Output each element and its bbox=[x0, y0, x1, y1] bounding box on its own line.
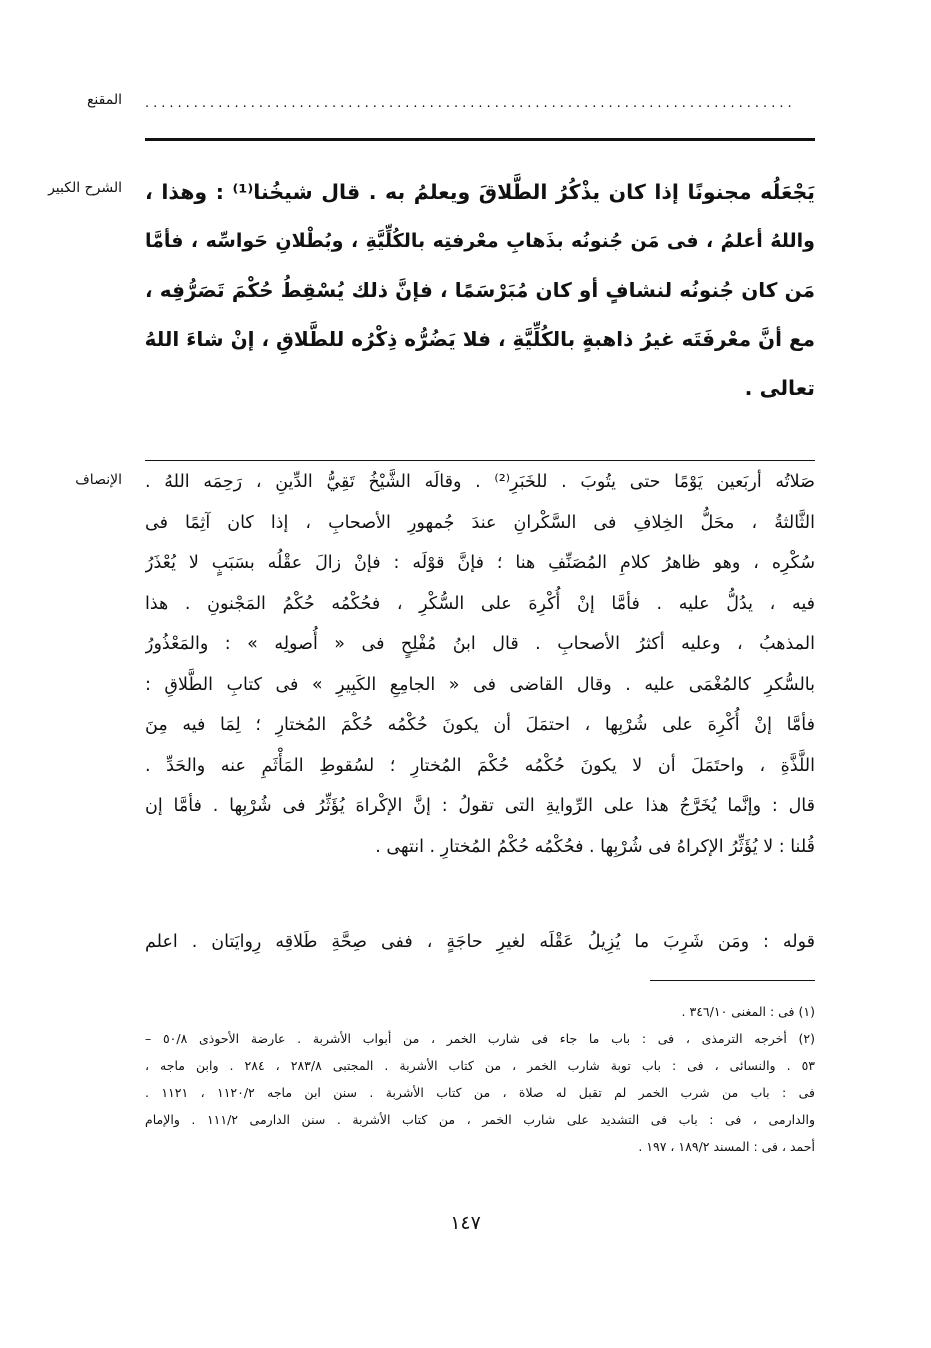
text-line: المذهبُ ، وعليه أكثرُ الأصحابِ . قال ابنُ مُفْلِحٍ فى « أُصولِه » : والمَعْذُورُ bbox=[145, 634, 815, 654]
sharh-text bbox=[145, 168, 815, 413]
book-title-label: المقنع bbox=[86, 92, 122, 108]
text-line: فيه ، يدُلُّ عليه . فأمَّا إنْ أُكْرِهَ على السُّكْرِ ، فحُكْمُه حُكْمُ المَجْنونِ . هذا bbox=[145, 593, 815, 614]
section-divider bbox=[145, 460, 815, 461]
text-line: مَن كان جُنونُه لنشافٍ أو كان مُبَرْسَمًا ، فإنَّ ذلك يُسْقِطُ حُكْمَ تَصَرُّفِه ، bbox=[145, 278, 815, 302]
footnotes bbox=[145, 998, 815, 1160]
footnote-line: أحمد ، فى : المسند ١٨٩/٢ ، ١٩٧ . bbox=[638, 1139, 815, 1154]
text-line: تعالى . bbox=[744, 376, 815, 400]
footnote-divider bbox=[650, 980, 815, 981]
header-dotted-separator: ................................................................................ bbox=[145, 97, 796, 111]
text-line: يَجْعَلُه مجنونًا إذا كان يذْكُرُ الطَّلاقَ ويعلمُ به . قال شيخُنا⁽¹⁾ : وهذا ، bbox=[145, 180, 815, 204]
text-line: فأمَّا إنْ أُكْرِهَ على شُرْبِها ، احتمَلَ أن يكونَ حُكْمُه حُكْمَ المُختارِ ؛ لِمَا فيه مِنَ bbox=[145, 715, 815, 735]
insaf-section-label: الإنصاف bbox=[75, 472, 122, 488]
footnote-line: (١) فى : المغنى ٣٤٦/١٠ . bbox=[681, 1004, 815, 1019]
footnote-line: (٢) أخرجه الترمذى ، فى : باب ما جاء فى شارب الخمر ، من أبواب الأشربة . عارضة الأحوذى ٥٠/٨ – bbox=[145, 1031, 815, 1046]
page-number: ١٤٧ bbox=[450, 1212, 481, 1234]
footnote-line: والدارمى ، فى : باب فى التشديد على شارب الخمر ، من كتاب الأشربة . سنن الدارمى ١١١/٢ . والإمام bbox=[145, 1112, 815, 1127]
text-line: واللهُ أعلمُ ، فى مَن جُنونُه بذَهابِ معْرفتِه بالكُلِّيَّةِ ، وبُطْلانِ حَواسِّه ، فأمَّا bbox=[145, 230, 815, 252]
text-line: قُلنا : لا يُؤَثِّرُ الإكراهُ فى شُرْبِها . فحُكْمُه حُكْمُ المُختارِ . انتهى . bbox=[375, 836, 815, 857]
insaf-text bbox=[145, 462, 815, 867]
text-line: قوله : ومَن شَرِبَ ما يُزِيلُ عَقْلَه لغيرِ حاجَةٍ ، ففى صِحَّةِ طَلاقِه رِوايَتان . اعلم bbox=[145, 932, 815, 952]
footnote-line: فى : باب من شرب الخمر لم تقبل له صلاة ، من كتاب الأشربة . سنن ابن ماجه ١١٢٠/٢ ، ١١٢١ . bbox=[145, 1085, 815, 1100]
text-line: اللَّذَّةِ ، واحتَمَلَ أن لا يكونَ حُكْمُه حُكْمَ المُختارِ ؛ لسُقوطِ المَأْثَمِ عنه والحَدِّ . bbox=[145, 755, 815, 776]
text-line: سُكْرِه ، وهو ظاهرُ كلامِ المُصَنِّفِ هنا ؛ فإنَّ قوْلَه : فإنْ زالَ عقْلُه بسَبَبٍ لا يُعْذَرُ bbox=[145, 553, 815, 573]
text-line: قال : وإنَّما يُخَرَّجُ هذا على الرِّوايةِ التى تقولُ : إنَّ الإكْراهَ يُؤَثِّرُ فى شُرْبِها . فأمَّا إن bbox=[145, 796, 815, 816]
footnote-line: ٥٣ . والنسائى ، فى : باب توبة شارب الخمر ، من كتاب الأشربة . المجتبى ٢٨٣/٨ ، ٢٨٤ . وابن ماجه ، bbox=[145, 1058, 815, 1073]
header-rule bbox=[145, 138, 815, 141]
sharh-section-label: الشرح الكبير bbox=[48, 180, 122, 196]
qawluhu-paragraph bbox=[145, 922, 815, 962]
text-line: بالسُّكرِ كالمُغْمَى عليه . وقال القاضى فى « الجامِعِ الكَبِيرِ » فى كتابِ الطَّلاقِ : bbox=[145, 674, 815, 695]
text-line: مع أنَّ معْرفَتَه غيرُ ذاهبةٍ بالكُلِّيَّةِ ، فلا يَضُرُّه ذِكْرُه للطَّلاقِ ، إنْ شاءَ اللهُ bbox=[145, 327, 815, 351]
text-line: الثَّالثةُ ، محَلُّ الخِلافِ فى السَّكْرانِ عندَ جُمهورِ الأصحابِ ، إذا كان آثِمًا فى bbox=[145, 512, 815, 533]
text-line: صَلاتُه أربَعين يَوْمًا حتى يتُوبَ . للخَبَرِ⁽²⁾ . وقالَه الشَّيْخُ تَقِيُّ الدِّينِ ، رَحِمَه اللهُ . bbox=[145, 472, 815, 492]
